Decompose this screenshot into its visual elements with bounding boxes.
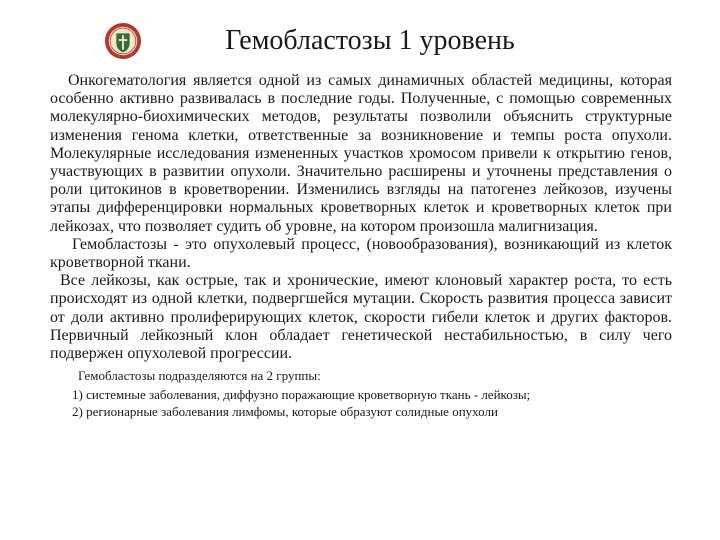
groups-list xyxy=(72,386,672,420)
paragraph-leukemia-clonal: Все лейкозы, как острые, так и хронические, имеют клоновый характер роста, то есть происходят из одной клетки, подвергшейся мутации. Скорость развития процесса зависит от доли активно пролиферирующих клеток, скорости гибели клеток и других факторов. Первичный лейкозный клон обладает генетической нестабильностью, в силу чего подвержен опухолевой прогрессии. xyxy=(50,272,672,363)
list-item: 2) регионарные заболевания лимфомы, которые образуют солидные опухоли xyxy=(72,404,498,420)
groups-section xyxy=(66,367,672,420)
document-body xyxy=(50,72,672,420)
groups-intro: Гемобластозы подразделяются на 2 группы: xyxy=(78,368,321,384)
list-item: 1) системные заболевания, диффузно поражающие кроветворную ткань - лейкозы; xyxy=(72,387,531,403)
page-title: Гемобластозы 1 уровень xyxy=(225,25,515,56)
paragraph-definition: Гемобластозы - это опухолевый процесс, (новообразования), возникающий из клеток кроветворной ткани. xyxy=(50,235,672,272)
paragraph-oncohematology: Онкогематология является одной из самых динамичных областей медицины, которая особенно активно развивалась в последние годы. Полученные, с помощью современных молекулярно-биохимических методов, результаты позволили объяснить структурные изменения генома клетки, ответственные за возникновение и темпы роста опухоли. Молекулярные исследования измененных участков хромосом привели к открытию генов, участвующих в развитии опухоли. Значительно расширены и уточнены представления о роли цитокинов в кроветворении. Изменились взгляды на патогенез лейкозов, изучены этапы дифференцировки нормальных кроветворных клеток и кроветворных клеток при лейкозах, что позволяет судить об уровне, на котором произошла малигнизация. xyxy=(50,72,672,235)
